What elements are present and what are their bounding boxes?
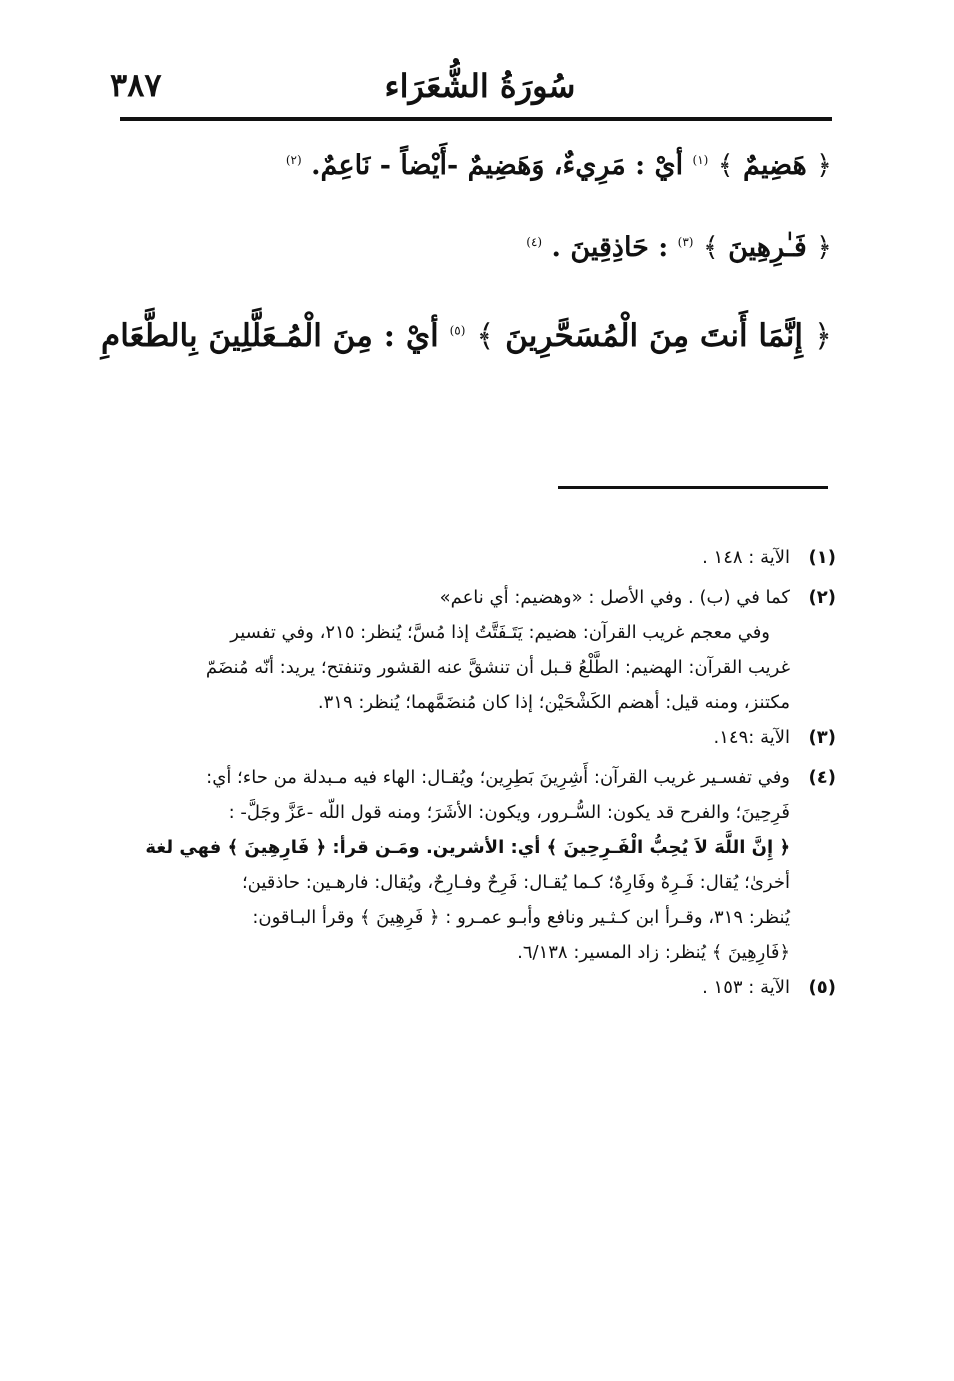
- footnote-5: [124, 970, 836, 1005]
- verse-line-3: [101, 318, 832, 354]
- explanation-text: : حَاذِقِينَ .: [551, 232, 669, 263]
- footnote-divider: [558, 486, 828, 489]
- footnote-ref: (٥): [449, 323, 466, 338]
- footnote-ref: (٤): [526, 235, 543, 249]
- close-bracket: ﴾: [476, 318, 495, 354]
- quranic-word: فَـٰرِهِينَ: [728, 232, 807, 263]
- quranic-word: هَضِيمٌ: [742, 150, 807, 181]
- footnote-4-line-5: يُنظر: ٣١٩، وقـرأ ابن كـثـير ونافع وأبـو عمـرو : ﴿ فَرِهِينَ ﴾ وقرأ البـاقون:: [252, 907, 790, 928]
- close-bracket: ﴾: [717, 150, 734, 181]
- footnote-3: [124, 720, 836, 755]
- footnote-number: (٤): [808, 767, 836, 788]
- surah-title: سُورَةُ الشُّعَرَاء: [384, 67, 576, 105]
- explanation-text: أيْ : مَرِيءٌ، وَهَضِيمٌ -أَيْضاً - نَاعِمٌ.: [311, 150, 684, 181]
- quranic-phrase: إِنَّمَا أَنتَ مِنَ الْمُسَحَّرِينَ: [505, 318, 804, 354]
- footnote-ref: (٢): [285, 153, 302, 167]
- verse-line-2: [526, 232, 832, 263]
- footnote-text: الآية : ١٤٨ .: [702, 547, 790, 568]
- verse-line-1: [286, 150, 832, 181]
- footnote-text: وفي تفسـير غريب القرآن: أَشِرِينَ بَطِرِين؛ ويُقـال: الهاء فيه مـبدلة من حاء؛ أي:: [206, 767, 790, 788]
- footnote-2-line-2: وفي معجم غريب القرآن: هضيم: يَتَـفَتَّتُ إذا مُسَّ؛ يُنظر: ٢١٥، وفي تفسير: [230, 622, 770, 643]
- footnote-ref: (١): [692, 153, 709, 167]
- page-number: ٣٨٧: [110, 66, 162, 104]
- footnote-4-line-2: فَرِحِينَ؛ والفرح قد يكون: السُّـرور، ويكون: الأشَرَ؛ ومنه قول اللّه -عَزَّ وجَلَّ- :: [228, 802, 790, 823]
- footnote-4-line-3: ﴿ إِنَّ اللَّهَ لاَ يُحِبُّ الْفَـرِحِينَ ﴾ أي: الأشرين. ومَـن قرأ: ﴿ فَارِهِينَ ﴾ فهي لغة: [145, 837, 790, 858]
- footnote-text: الآية :١٤٩.: [713, 727, 790, 748]
- footnote-4-line-6: ﴿فَارِهِينَ ﴾ يُنظر: زاد المسير: ٦/١٣٨.: [517, 942, 790, 963]
- footnote-2: [124, 580, 836, 615]
- footnote-4-line-4: أخرىٰ؛ يُقال: فَـرِهٌ وفَارِهٌ؛ كـما يُقـال: فَرِحٌ وفـارِحٌ، ويُقال: فارهـين: حاذقين؛: [241, 872, 790, 893]
- footnote-number: (٢): [808, 587, 836, 608]
- explanation-text: أيْ : مِنَ الْمُـعَلَّلِينَ بِالطَّعَامِ: [101, 318, 439, 354]
- close-bracket: ﴾: [702, 232, 719, 263]
- open-bracket: ﴿: [816, 232, 832, 263]
- footnote-ref: (٣): [677, 235, 694, 249]
- footnote-1: [124, 540, 836, 575]
- footnote-2-line-4: مكتنز، ومنه قيل: أهضم الكَشْحَيْن؛ إذا كان مُنضَمَّهما؛ يُنظر: ٣١٩.: [317, 692, 790, 713]
- open-bracket: ﴿: [816, 150, 832, 181]
- footnote-number: (٥): [808, 977, 836, 998]
- footnote-4: [124, 760, 836, 795]
- footnote-number: (٣): [808, 727, 836, 748]
- footnote-text: الآية : ١٥٣ .: [702, 977, 790, 998]
- header-divider: [120, 117, 832, 121]
- footnote-2-line-3: غريب القرآن: الهضيم: الطَّلْعُ قـبل أن تنشقَّ عنه القشور وتنفتح؛ يريد: أنّه مُنضَمّ: [205, 657, 790, 678]
- open-bracket: ﴿: [813, 318, 832, 354]
- footnote-number: (١): [808, 547, 836, 568]
- footnotes: [124, 540, 836, 1005]
- footnote-text: كما في (ب) . وفي الأصل : «وهضيم: أي ناعم»: [439, 587, 790, 608]
